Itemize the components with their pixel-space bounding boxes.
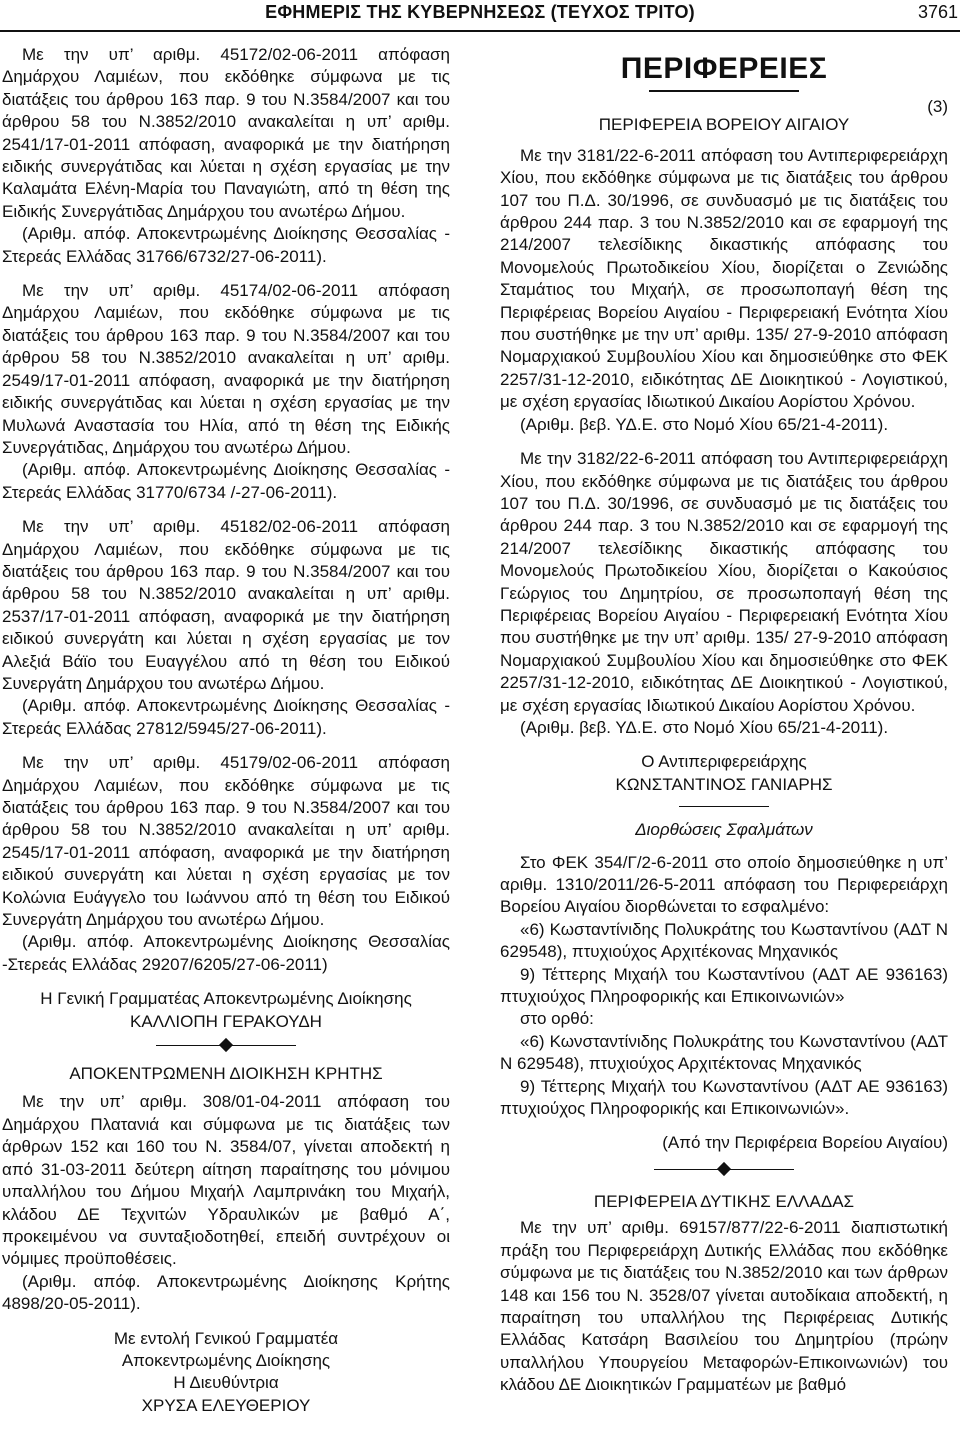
signature-name: ΧΡΥΣΑ ΕΛΕΥΘΕΡΙΟΥ	[141, 1395, 311, 1415]
signature-title: Η Γενική Γραμματέας Αποκεντρωμένης Διοίκησης	[40, 989, 412, 1009]
paragraph: Με την υπ’ αριθμ. 308/01-04-2011 απόφαση του Δημάρχου Πλατανιά και σύμφωνα με τις διατάξεις των άρθρων 152 και 160 του Ν. 3584/07, γίνεται αποδεκτή η από 31-03-2011 δεύτερη αίτηση παραίτησης του μόνιμου υπαλλήλου του Δήμου Μιχαήλ Λαμπρινάκη του Μιχαήλ, κλάδου ΔΕ Τεχνιτών Υδραυλικών με βαθμό Α΄, προκειμένου να συνταξιοδοτηθεί, επειδή συντρέχουν οι νόμιμες προϋποθέσεις.	[2, 1092, 450, 1269]
signature-title: Ο Αντιπεριφερειάρχης	[641, 752, 807, 772]
paragraph: στο ορθό:	[520, 1009, 594, 1029]
region-heading: ΠΕΡΙΦΕΡΕΙΑ ΔΥΤΙΚΗΣ ΕΛΛΑΔΑΣ	[593, 1191, 855, 1211]
paragraph: Με την 3182/22-6-2011 απόφαση του Αντιπεριφερειάρχη Χίου, που εκδόθηκε σύμφωνα με τις διατάξεις του άρθρου 107 του Π.Δ. 30/1996, σε συνδυασμό με τις διατάξεις του άρθρου 244 παρ. 3 του Ν.3852/2010 και σε εφαρμογή της 214/2007 τελεσίδικης δικαστικής απόφασης του Μονομελούς Πρωτοδικείου Χίου, διορίζεται ο Κακούσιος Γεώργιος του Δημητρίου, σε προσωποπαγή θέση της Περιφέρειας Βορείου Αιγαίου - Περιφερειακή Ενότητα Χίου που συστήθηκε με την υπ’ αριθμ. 135/ 27-9-2010 απόφαση Νομαρχιακού Συμβουλίου Χίου και δημοσιεύθηκε στο ΦΕΚ 2257/31-12-2010, ειδικότητας ΔΕ Διοικητικού - Λογιστικού, με σχέση εργασίας Ιδιωτικού Δικαίου Αορίστου Χρόνου.	[500, 449, 948, 715]
paragraph: (Αριθμ. απόφ. Αποκεντρωμένης Διοίκησης Θεσσαλίας - Στερεάς Ελλάδας 27812/5945/27-06-2011).	[2, 696, 450, 738]
paragraph: Με την 3181/22-6-2011 απόφαση του Αντιπεριφερειάρχη Χίου, που εκδόθηκε σύμφωνα με τις διατάξεις του άρθρου 107 του Π.Δ. 30/1996, σε συνδυασμό με τις διατάξεις του άρθρου 244 παρ. 3 του Ν.3852/2010 και σε εφαρμογή της 214/2007 τελεσίδικης δικαστικής απόφασης του Μονομελούς Πρωτοδικείου Χίου, διορίζεται ο Ζενιώδης Σταμάτιος του Μιχαήλ, σε προσωποπαγή θέση της Περιφέρειας Βορείου Αιγαίου - Περιφερειακή Ενότητα Χίου που συστήθηκε με την υπ’ αριθμ. 135/ 27-9-2010 απόφαση Νομαρχιακού Συμβουλίου Χίου και δημοσιεύθηκε στο ΦΕΚ 2257/31-12-2010, ειδικότητας ΔΕ Διοικητικού - Λογιστικού, με σχέση εργασίας Ιδιωτικού Δικαίου Αορίστου Χρόνου.	[500, 145, 948, 412]
signature-line: Αποκεντρωμένης Διοίκησης	[121, 1350, 331, 1370]
paragraph: (Αριθμ. απόφ. Αποκεντρωμένης Διοίκησης Θεσσαλίας -Στερεάς Ελλάδας 29207/6205/27-06-2011)	[2, 932, 450, 974]
heading-underline	[649, 90, 799, 92]
paragraph: (Αριθμ. βεβ. ΥΔ.Ε. στο Νομό Χίου 65/21-4-2011).	[520, 717, 889, 737]
paragraph: (Αριθμ. βεβ. ΥΔ.Ε. στο Νομό Χίου 65/21-4-2011).	[520, 414, 889, 434]
page-header	[0, 0, 960, 32]
gazette-title: ΕΦΗΜΕΡΙΣ ΤΗΣ ΚΥΒΕΡΝΗΣΕΩΣ (ΤΕΥΧΟΣ ΤΡΙΤΟ)	[265, 2, 695, 22]
paragraph: 9) Τέττερης Μιχαήλ του Κωνσταντίνου (ΑΔΤ ΑΕ 936163) πτυχιούχος Πληροφορικής και Επικοινωνιών».	[500, 1076, 948, 1119]
paragraph: Με την υπ’ αριθμ. 45179/02-06-2011 απόφαση Δημάρχου Λαμιέων, που εκδόθηκε σύμφωνα με τις διατάξεις του άρθρου 163 παρ. 9 του Ν.3584/2007 και του άρθρου 58 του Ν.3852/2010 ανακαλείται η υπ’ αριθμ. 2545/17-01-2011 απόφαση, αναφορικά με την διατήρηση ειδικού συνεργάτη και λύεται η σχέση εργασίας με τον Κολώνια Ευάγγελο του Ιωάννου από τη θέση του Ειδικού Συνεργάτη Δημάρχου του ανωτέρω Δήμου.	[2, 753, 450, 930]
paragraph: Με την υπ’ αριθμ. 45172/02-06-2011 απόφαση Δημάρχου Λαμιέων, που εκδόθηκε σύμφωνα με τις διατάξεις του άρθρου 163 παρ. 9 του Ν.3584/2007 και του άρθρου 58 του Ν.3852/2010 ανακαλείται η υπ’ αριθμ. 2541/17-01-2011 απόφαση, αναφορικά με την διατήρηση ειδικής συνεργάτιδας και λύεται η σχέση εργασίας με την Καλαμάτα Ελένη-Μαρία του Παναγιώτη, από τη θέση της Ειδικής Συνεργάτιδας Δημάρχου του ανωτέρω Δήμου.	[2, 45, 450, 221]
paragraph: Με την υπ’ αριθμ. 45174/02-06-2011 απόφαση Δημάρχου Λαμιέων, που εκδόθηκε σύμφωνα με τις διατάξεις του άρθρου 163 παρ. 9 του Ν.3584/2007 και του άρθρου 58 του Ν.3852/2010 ανακαλείται η υπ’ αριθμ. 2549/17-01-2011 απόφαση, αναφορικά με την διατήρηση ειδικής συνεργάτιδας και λύεται η σχέση εργασίας με την Μυλωνά Αναστασία του Ηλία, από τη θέση της Ειδικής Συνεργάτιδας, Δημάρχου του ανωτέρω Δήμου.	[2, 281, 450, 457]
paragraph: Στο ΦΕΚ 354/Γ/2-6-2011 στο οποίο δημοσιεύθηκε η υπ’ αριθμ. 1310/2011/26-5-2011 απόφαση του Περιφερειάρχη Βορείου Αιγαίου διορθώνεται το εσφαλμένο:	[500, 852, 948, 917]
document-number: (3)	[927, 97, 948, 116]
paragraph: «6) Κωσταντίνιδης Πολυκράτης του Κωσταντίνου (ΑΔΤ Ν 629548), πτυχιούχος Αρχιτέκονας Μηχανικός	[500, 919, 948, 962]
paragraph: Με την υπ’ αριθμ. 69157/877/22-6-2011 διαπιστωτική πράξη του Περιφερειάρχη Δυτικής Ελλάδας που εκδόθηκε σύμφωνα με τις διατάξεις του Ν.3852/2010 και των άρθρων 148 και 156 του Ν. 3528/07 γίνεται αυτοδίκαια αποδεκτή, η παραίτηση του υπαλλήλου της Περιφέρειας Δυτικής Ελλάδας Κατσάρη Βασιλείου του Δημητρίου (πρώην υπαλλήλου Υπουργείου Μεταφορών-Επικοινωνιών) του κλάδου ΔΕ Διοικητικών Γραμματέων με βαθμό	[500, 1218, 948, 1395]
section-heading: ΑΠΟΚΕΝΤΡΩΜΕΝΗ ΔΙΟΙΚΗΣΗ ΚΡΗΤΗΣ	[69, 1064, 383, 1084]
signature-name: ΚΑΛΛΙΟΠΗ ΓΕΡΑΚΟΥΔΗ	[130, 1011, 322, 1031]
paragraph: (Αριθμ. απόφ. Αποκεντρωμένης Διοίκησης Θεσσαλίας - Στερεάς Ελλάδας 31766/6732/27-06-2011).	[2, 224, 450, 266]
paragraph: (Αριθμ. απόφ. Αποκεντρωμένης Διοίκησης Θεσσαλίας - Στερεάς Ελλάδας 31770/6734 /-27-06-2011).	[2, 460, 450, 502]
page-number: 3761	[917, 2, 958, 22]
region-heading: ΠΕΡΙΦΕΡΕΙΑ ΒΟΡΕΙΟΥ ΑΙΓΑΙΟΥ	[598, 115, 850, 135]
diamond-separator	[156, 1037, 296, 1055]
right-column	[500, 44, 948, 1397]
paragraph: Με την υπ’ αριθμ. 45182/02-06-2011 απόφαση Δημάρχου Λαμιέων, που εκδόθηκε σύμφωνα με τις διατάξεις του άρθρου 163 παρ. 9 του Ν.3584/2007 και του άρθρου 58 του Ν.3852/2010 ανακαλείται η υπ’ αριθμ. 2537/17-01-2011 απόφαση, αναφορικά με την διατήρηση ειδικού συνεργάτη και λύεται η σχέση εργασίας με τον Αλεξιά Βάϊο του Ευαγγέλου από τη θέση του Ειδικού Συνεργάτη Δημάρχου του ανωτέρω Δήμου.	[2, 517, 450, 693]
diamond-separator	[654, 1161, 794, 1179]
signature-line: Με εντολή Γενικού Γραμματέα	[113, 1328, 339, 1348]
signature-name: ΚΩΝΣΤΑΝΤΙΝΟΣ ΓΑΝΙΑΡΗΣ	[615, 774, 833, 794]
section-title: ΠΕΡΙΦΕΡΕΙΕΣ	[620, 52, 828, 85]
paragraph: 9) Τέττερης Μιχαήλ του Κωσταντίνου (ΑΔΤ ΑΕ 936163) πτυχιούχος Πληροφορικής και Επικοινωνιών»	[500, 964, 948, 1007]
separator-line	[679, 806, 769, 807]
errata-title: Διορθώσεις Σφαλμάτων	[635, 820, 813, 840]
left-column	[2, 44, 450, 1417]
source-note: (Από την Περιφέρεια Βορείου Αιγαίου)	[662, 1133, 948, 1153]
paragraph: «6) Κωνσταντίνιδης Πολυκράτης του Κωνσταντίνου (ΑΔΤ Ν 629548), πτυχιούχος Αρχιτέκτονας Μηχανικός	[500, 1031, 948, 1074]
paragraph: (Αριθμ. απόφ. Αποκεντρωμένης Διοίκησης Κρήτης 4898/20-05-2011).	[2, 1271, 450, 1314]
signature-line: Η Διευθύντρια	[173, 1373, 279, 1393]
